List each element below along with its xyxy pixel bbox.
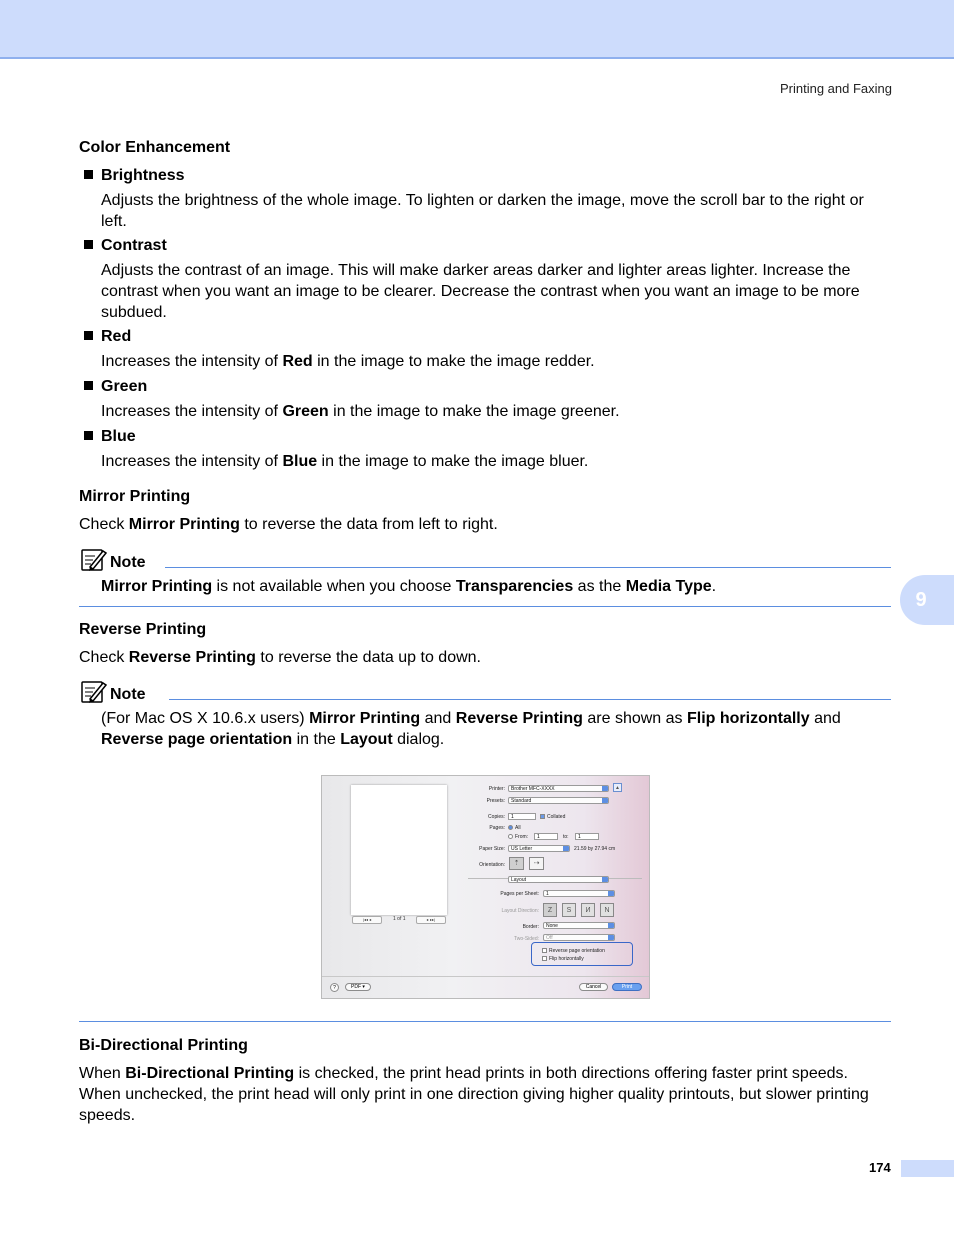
heading-color-enhancement: Color Enhancement — [79, 139, 231, 156]
top-banner — [0, 0, 954, 59]
paragraph-reverse: Check Reverse Printing to reverse the data up to down. — [79, 649, 481, 666]
page-number-bar — [901, 1160, 954, 1177]
note-text-reverse: (For Mac OS X 10.6.x users) Mirror Printing and Reverse Printing are shown as Flip horizontally and Reverse page orientation in the Layout dialog. — [101, 710, 841, 748]
pages-to-label: to: — [563, 834, 569, 840]
bullet-label: Brightness — [101, 167, 185, 184]
pager-text: 1 of 1 — [393, 916, 406, 922]
cancel-button[interactable]: Cancel — [579, 983, 608, 991]
note-text-mirror: Mirror Printing is not available when you choose Transparencies as the Media Type. — [101, 578, 717, 595]
bullet-label: Contrast — [101, 237, 167, 254]
paragraph-brightness: Adjusts the brightness of the whole image. To lighten or darken the image, move the scroll bar to the right or left. — [101, 192, 864, 230]
presets-select[interactable]: Standard — [508, 797, 609, 804]
note-label: Note — [110, 686, 146, 703]
reverse-page-orientation-label: Reverse page orientation — [549, 948, 605, 954]
bullet-square-icon — [84, 240, 93, 249]
bullet-red — [84, 328, 131, 346]
bullet-square-icon — [84, 331, 93, 340]
portrait-orientation-icon[interactable]: ⇡ — [509, 857, 524, 870]
paper-size-select[interactable]: US Letter — [508, 845, 570, 852]
heading-reverse-printing: Reverse Printing — [79, 621, 207, 638]
printer-select[interactable]: Brother MFC-XXXX — [508, 785, 609, 792]
presets-label: Presets: — [486, 798, 505, 804]
layout-direction-z-icon[interactable]: Z — [543, 903, 557, 917]
paragraph-mirror: Check Mirror Printing to reverse the data from left to right. — [79, 516, 498, 533]
section-rule — [79, 1021, 891, 1022]
border-label: Border: — [522, 924, 539, 930]
bullet-green — [84, 378, 147, 396]
pages-from-radio[interactable] — [508, 834, 513, 839]
help-button[interactable]: ? — [330, 983, 339, 992]
layout-direction-label: Layout Direction: — [501, 908, 539, 914]
collated-checkbox[interactable] — [540, 814, 545, 819]
layout-direction-n-reverse-icon[interactable]: И — [581, 903, 595, 917]
bullet-label: Green — [101, 378, 148, 395]
two-sided-label: Two-Sided: — [513, 936, 539, 942]
running-head: Printing and Faxing — [779, 81, 892, 96]
bullet-brightness — [84, 167, 185, 185]
paragraph-contrast: Adjusts the contrast of an image. This will make darker areas darker and lighter areas lighter. Increase the contrast when you want an image to be clearer. Decrease the contrast when you want an image to be more subdued. — [101, 262, 860, 321]
paragraph-green: Increases the intensity of Green in the image to make the image greener. — [101, 403, 620, 420]
note-top-rule — [169, 699, 891, 700]
layout-direction-n-icon[interactable]: N — [600, 903, 614, 917]
note-pencil-icon — [81, 548, 107, 572]
pages-per-sheet-label: Pages per Sheet: — [500, 891, 539, 897]
note-bottom-rule — [79, 606, 891, 607]
pdf-button[interactable]: PDF ▾ — [345, 983, 371, 991]
expand-dialog-icon[interactable]: ▲ — [613, 783, 622, 792]
pages-label: Pages: — [489, 825, 505, 831]
highlight-box — [531, 942, 633, 966]
pages-all-radio[interactable] — [508, 825, 513, 830]
paragraph-blue: Increases the intensity of Blue in the image to make the image bluer. — [101, 453, 589, 470]
pages-to-input[interactable]: 1 — [575, 833, 599, 840]
bullet-blue — [84, 428, 136, 446]
dialog-footer-rule — [322, 976, 649, 977]
copies-input[interactable]: 1 — [508, 813, 536, 820]
paragraph-bidirectional: When Bi-Directional Printing is checked, the print head prints in both directions offering faster print speeds. When unchecked, the print head will only print in one direction giving higher quality printouts, but slower printing speeds. — [79, 1065, 869, 1124]
chapter-tab: 9 — [900, 575, 954, 625]
note-top-rule — [165, 567, 891, 568]
page-preview — [351, 785, 447, 915]
bullet-contrast — [84, 237, 167, 255]
printer-label: Printer: — [488, 786, 505, 792]
two-sided-select[interactable]: Off — [543, 934, 615, 941]
bullet-square-icon — [84, 381, 93, 390]
collated-label: Collated — [547, 814, 566, 820]
flip-horizontally-label: Flip horizontally — [549, 956, 584, 962]
print-dialog-screenshot — [321, 775, 650, 999]
paper-size-label: Paper Size: — [479, 846, 505, 852]
preview-pager — [352, 916, 446, 923]
bullet-label: Blue — [101, 428, 136, 445]
paper-dimensions: 21.59 by 27.94 cm — [574, 846, 616, 852]
prev-page-button[interactable]: |◂◂ ◂ — [352, 916, 382, 924]
note-pencil-icon — [81, 680, 107, 704]
next-page-button[interactable]: ▸ ▸▸| — [416, 916, 446, 924]
heading-mirror-printing: Mirror Printing — [79, 488, 191, 505]
pages-from-label: From: — [515, 834, 529, 840]
pages-from-input[interactable]: 1 — [534, 833, 558, 840]
bullet-label: Red — [101, 328, 132, 345]
reverse-page-orientation-checkbox[interactable] — [542, 948, 547, 953]
layout-direction-s-icon[interactable]: S — [562, 903, 576, 917]
orientation-label: Orientation: — [479, 862, 505, 868]
flip-horizontally-checkbox[interactable] — [542, 956, 547, 961]
heading-bidirectional-printing: Bi-Directional Printing — [79, 1037, 248, 1054]
bullet-square-icon — [84, 170, 93, 179]
section-select[interactable]: Layout — [508, 876, 609, 883]
page-number: 174 — [869, 1160, 891, 1175]
copies-label: Copies: — [488, 814, 505, 820]
pages-per-sheet-select[interactable]: 1 — [543, 890, 615, 897]
border-select[interactable]: None — [543, 922, 615, 929]
pages-all-label: All — [515, 825, 521, 831]
print-button[interactable]: Print — [612, 983, 642, 991]
landscape-orientation-icon[interactable]: ⇢ — [529, 857, 544, 870]
bullet-square-icon — [84, 431, 93, 440]
note-label: Note — [110, 554, 146, 571]
paragraph-red: Increases the intensity of Red in the image to make the image redder. — [101, 353, 595, 370]
